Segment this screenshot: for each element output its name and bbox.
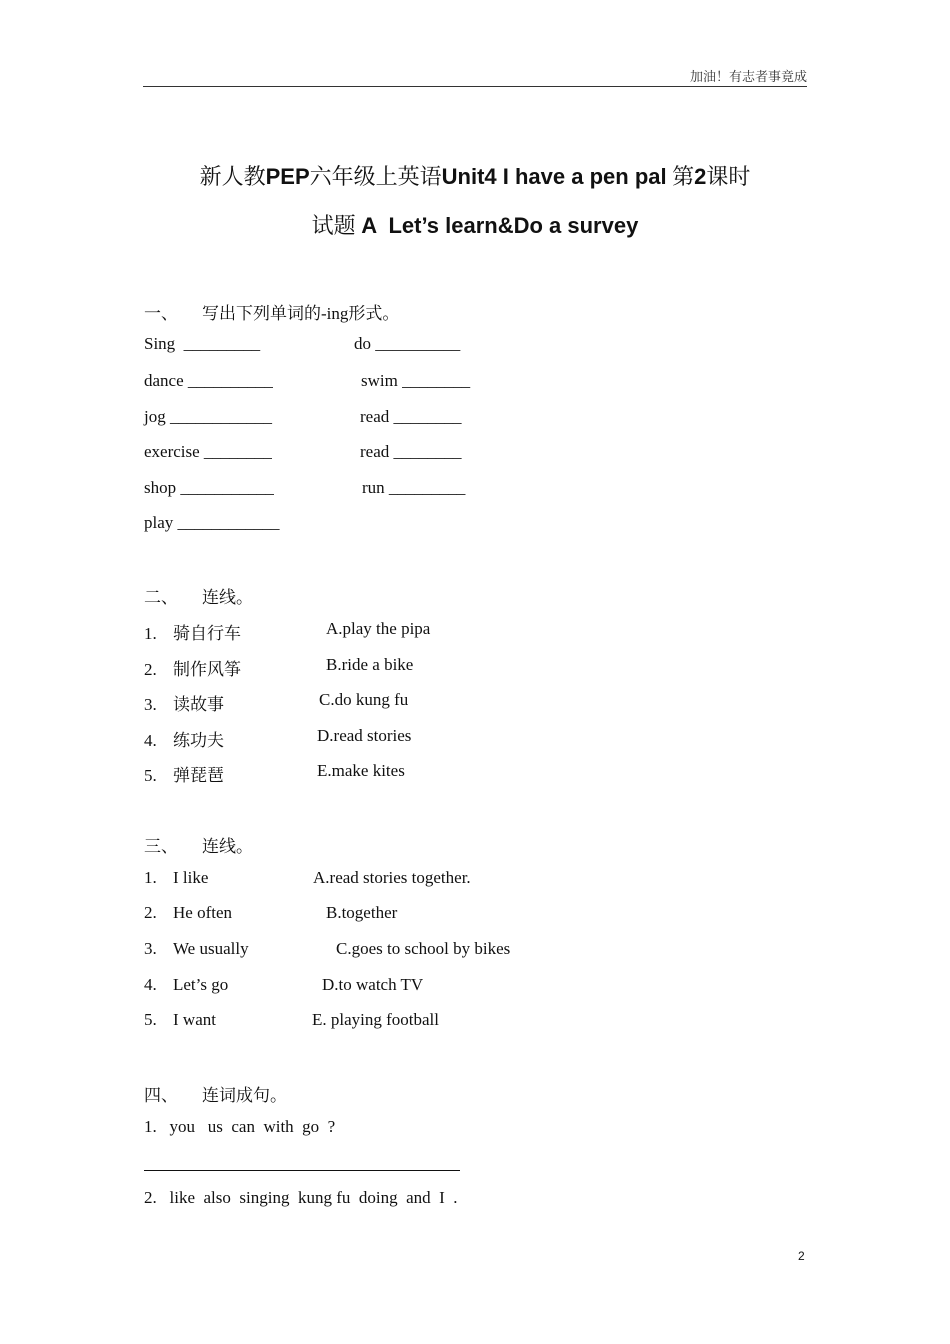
- sentence-end: C.goes to school by bikes: [336, 939, 511, 958]
- section-number: 四、: [144, 1086, 178, 1105]
- section2-heading: [144, 583, 253, 608]
- word-row-right: read ________: [360, 407, 462, 426]
- section4-heading: [144, 1081, 287, 1106]
- section-title: 连线。: [202, 588, 253, 607]
- english-phrase: B.ride a bike: [326, 655, 414, 674]
- section-title: 连词成句。: [202, 1086, 287, 1105]
- section-title: 连线。: [202, 837, 253, 856]
- doc-title-line2: [0, 209, 950, 240]
- chinese-phrase: 制作风筝: [173, 660, 241, 679]
- match-row: [144, 868, 208, 888]
- word-row-left: shop ___________: [144, 478, 274, 497]
- match-row: [144, 761, 224, 786]
- sentence-start: Let’s go: [173, 975, 229, 994]
- match-row: [144, 619, 241, 644]
- english-phrase: E.make kites: [317, 761, 405, 780]
- sentence-start: He often: [173, 903, 233, 922]
- sentence-end: A.read stories together.: [313, 868, 471, 887]
- word-row-left: jog ____________: [144, 407, 272, 426]
- english-phrase: C.do kung fu: [319, 690, 409, 709]
- sentence-start: We usually: [173, 939, 249, 958]
- match-row: [144, 726, 224, 751]
- title-part: Unit4 I have a pen pal: [441, 164, 667, 189]
- section-number: 三、: [144, 837, 178, 856]
- title-part: 2: [694, 164, 707, 189]
- item-number: 4.: [144, 975, 157, 994]
- sentence-start: I like: [173, 868, 209, 887]
- item-number: 1.: [144, 624, 157, 643]
- title-part: 第: [672, 164, 695, 189]
- item-number: 4.: [144, 731, 157, 750]
- title-part: 六年级上英语: [309, 164, 442, 189]
- section-number: 一、: [144, 304, 178, 323]
- item-number: 2.: [144, 660, 157, 679]
- item-number: 5.: [144, 766, 157, 785]
- page-number: 2: [798, 1249, 805, 1263]
- doc-title-line1: [0, 160, 950, 191]
- sentence-end: D.to watch TV: [322, 975, 424, 994]
- english-phrase: A.play the pipa: [326, 619, 431, 638]
- section3-heading: [144, 832, 253, 857]
- title-part: 课时: [706, 164, 751, 189]
- header-motto: 加油！有志者事竟成: [689, 69, 807, 84]
- word-row-left: exercise ________: [144, 442, 272, 461]
- word-row-left: play ____________: [144, 513, 280, 532]
- word-row-left: Sing _________: [144, 334, 261, 353]
- section-title: 写出下列单词的-ing形式。: [202, 304, 400, 323]
- section-number: 二、: [144, 588, 178, 607]
- match-row: [144, 690, 224, 715]
- item-number: 1.: [144, 868, 157, 887]
- item-number: 5.: [144, 1010, 157, 1029]
- header-rule: [143, 86, 807, 87]
- item-number: 3.: [144, 939, 157, 958]
- match-row: [144, 1010, 216, 1030]
- match-row: [144, 939, 249, 959]
- question-1: 1. you us can with go ?: [144, 1117, 336, 1136]
- word-row-right: do __________: [354, 334, 461, 353]
- word-row-right: swim ________: [361, 371, 471, 390]
- answer-line: [144, 1170, 460, 1171]
- title-part: A Let’s learn&Do a survey: [361, 213, 639, 238]
- title-part: 新人教: [199, 164, 266, 189]
- chinese-phrase: 弹琵琶: [173, 766, 224, 785]
- match-row: [144, 655, 241, 680]
- title-part: PEP: [265, 164, 310, 189]
- sentence-end: E. playing football: [312, 1010, 440, 1029]
- sentence-end: B.together: [326, 903, 398, 922]
- sentence-start: I want: [173, 1010, 216, 1029]
- item-number: 2.: [144, 903, 157, 922]
- question-2: 2. like also singing kung fu doing and I .: [144, 1188, 458, 1207]
- chinese-phrase: 练功夫: [173, 731, 224, 750]
- title-part: 试题: [311, 213, 356, 238]
- item-number: 3.: [144, 695, 157, 714]
- chinese-phrase: 读故事: [173, 695, 224, 714]
- chinese-phrase: 骑自行车: [173, 624, 241, 643]
- match-row: [144, 903, 232, 923]
- word-row-right: read ________: [360, 442, 462, 461]
- section1-heading: [144, 299, 399, 324]
- english-phrase: D.read stories: [317, 726, 412, 745]
- word-row-left: dance __________: [144, 371, 273, 390]
- word-row-right: run _________: [362, 478, 466, 497]
- match-row: [144, 975, 228, 995]
